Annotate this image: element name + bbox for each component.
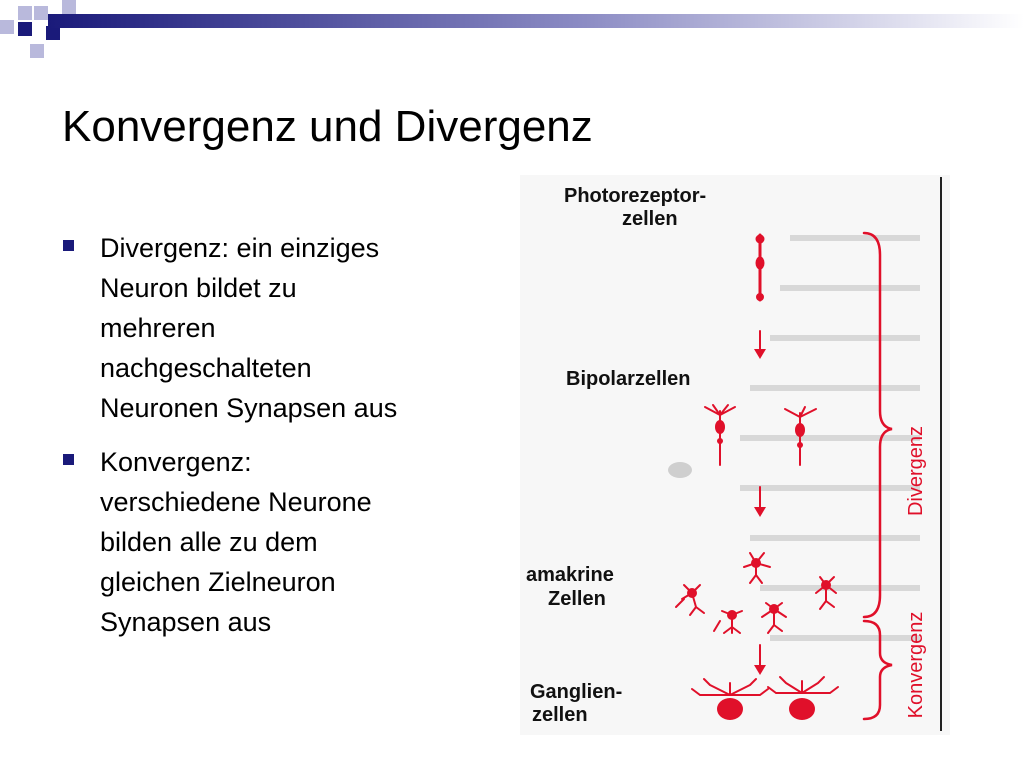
label-bipolar: Bipolarzellen	[566, 368, 691, 390]
label-photoreceptor-line1: Photorezeptor-	[564, 185, 707, 207]
slide-title: Konvergenz und Divergenz	[62, 102, 593, 151]
label-convergence: Konvergenz	[905, 611, 927, 719]
bullet-convergence	[62, 442, 502, 642]
figure-background	[520, 175, 950, 735]
label-ganglion-line1: Ganglien-	[530, 681, 623, 703]
label-amacrine-line2: Zellen	[548, 588, 606, 610]
label-ganglion-line2: zellen	[532, 704, 588, 726]
decorative-squares	[0, 0, 80, 64]
label-divergence: Divergenz	[905, 425, 927, 517]
bullet-divergence	[62, 228, 502, 428]
label-amacrine-line1: amakrine	[526, 564, 614, 586]
bullet-text: Konvergenz: verschiedene Neurone bilden alle zu dem gleichen Zielneuron Synapsen aus	[100, 447, 372, 637]
bullet-text: Divergenz: ein einziges Neuron bildet zu mehreren nachgeschalteten Neuronen Synapsen aus	[100, 233, 398, 423]
retina-neuron-figure	[520, 175, 950, 735]
square-bullet-icon	[63, 454, 74, 465]
square-bullet-icon	[63, 240, 74, 251]
title-rule	[48, 14, 1024, 28]
label-photoreceptor-line2: zellen	[622, 208, 678, 230]
bullet-list	[62, 228, 502, 656]
